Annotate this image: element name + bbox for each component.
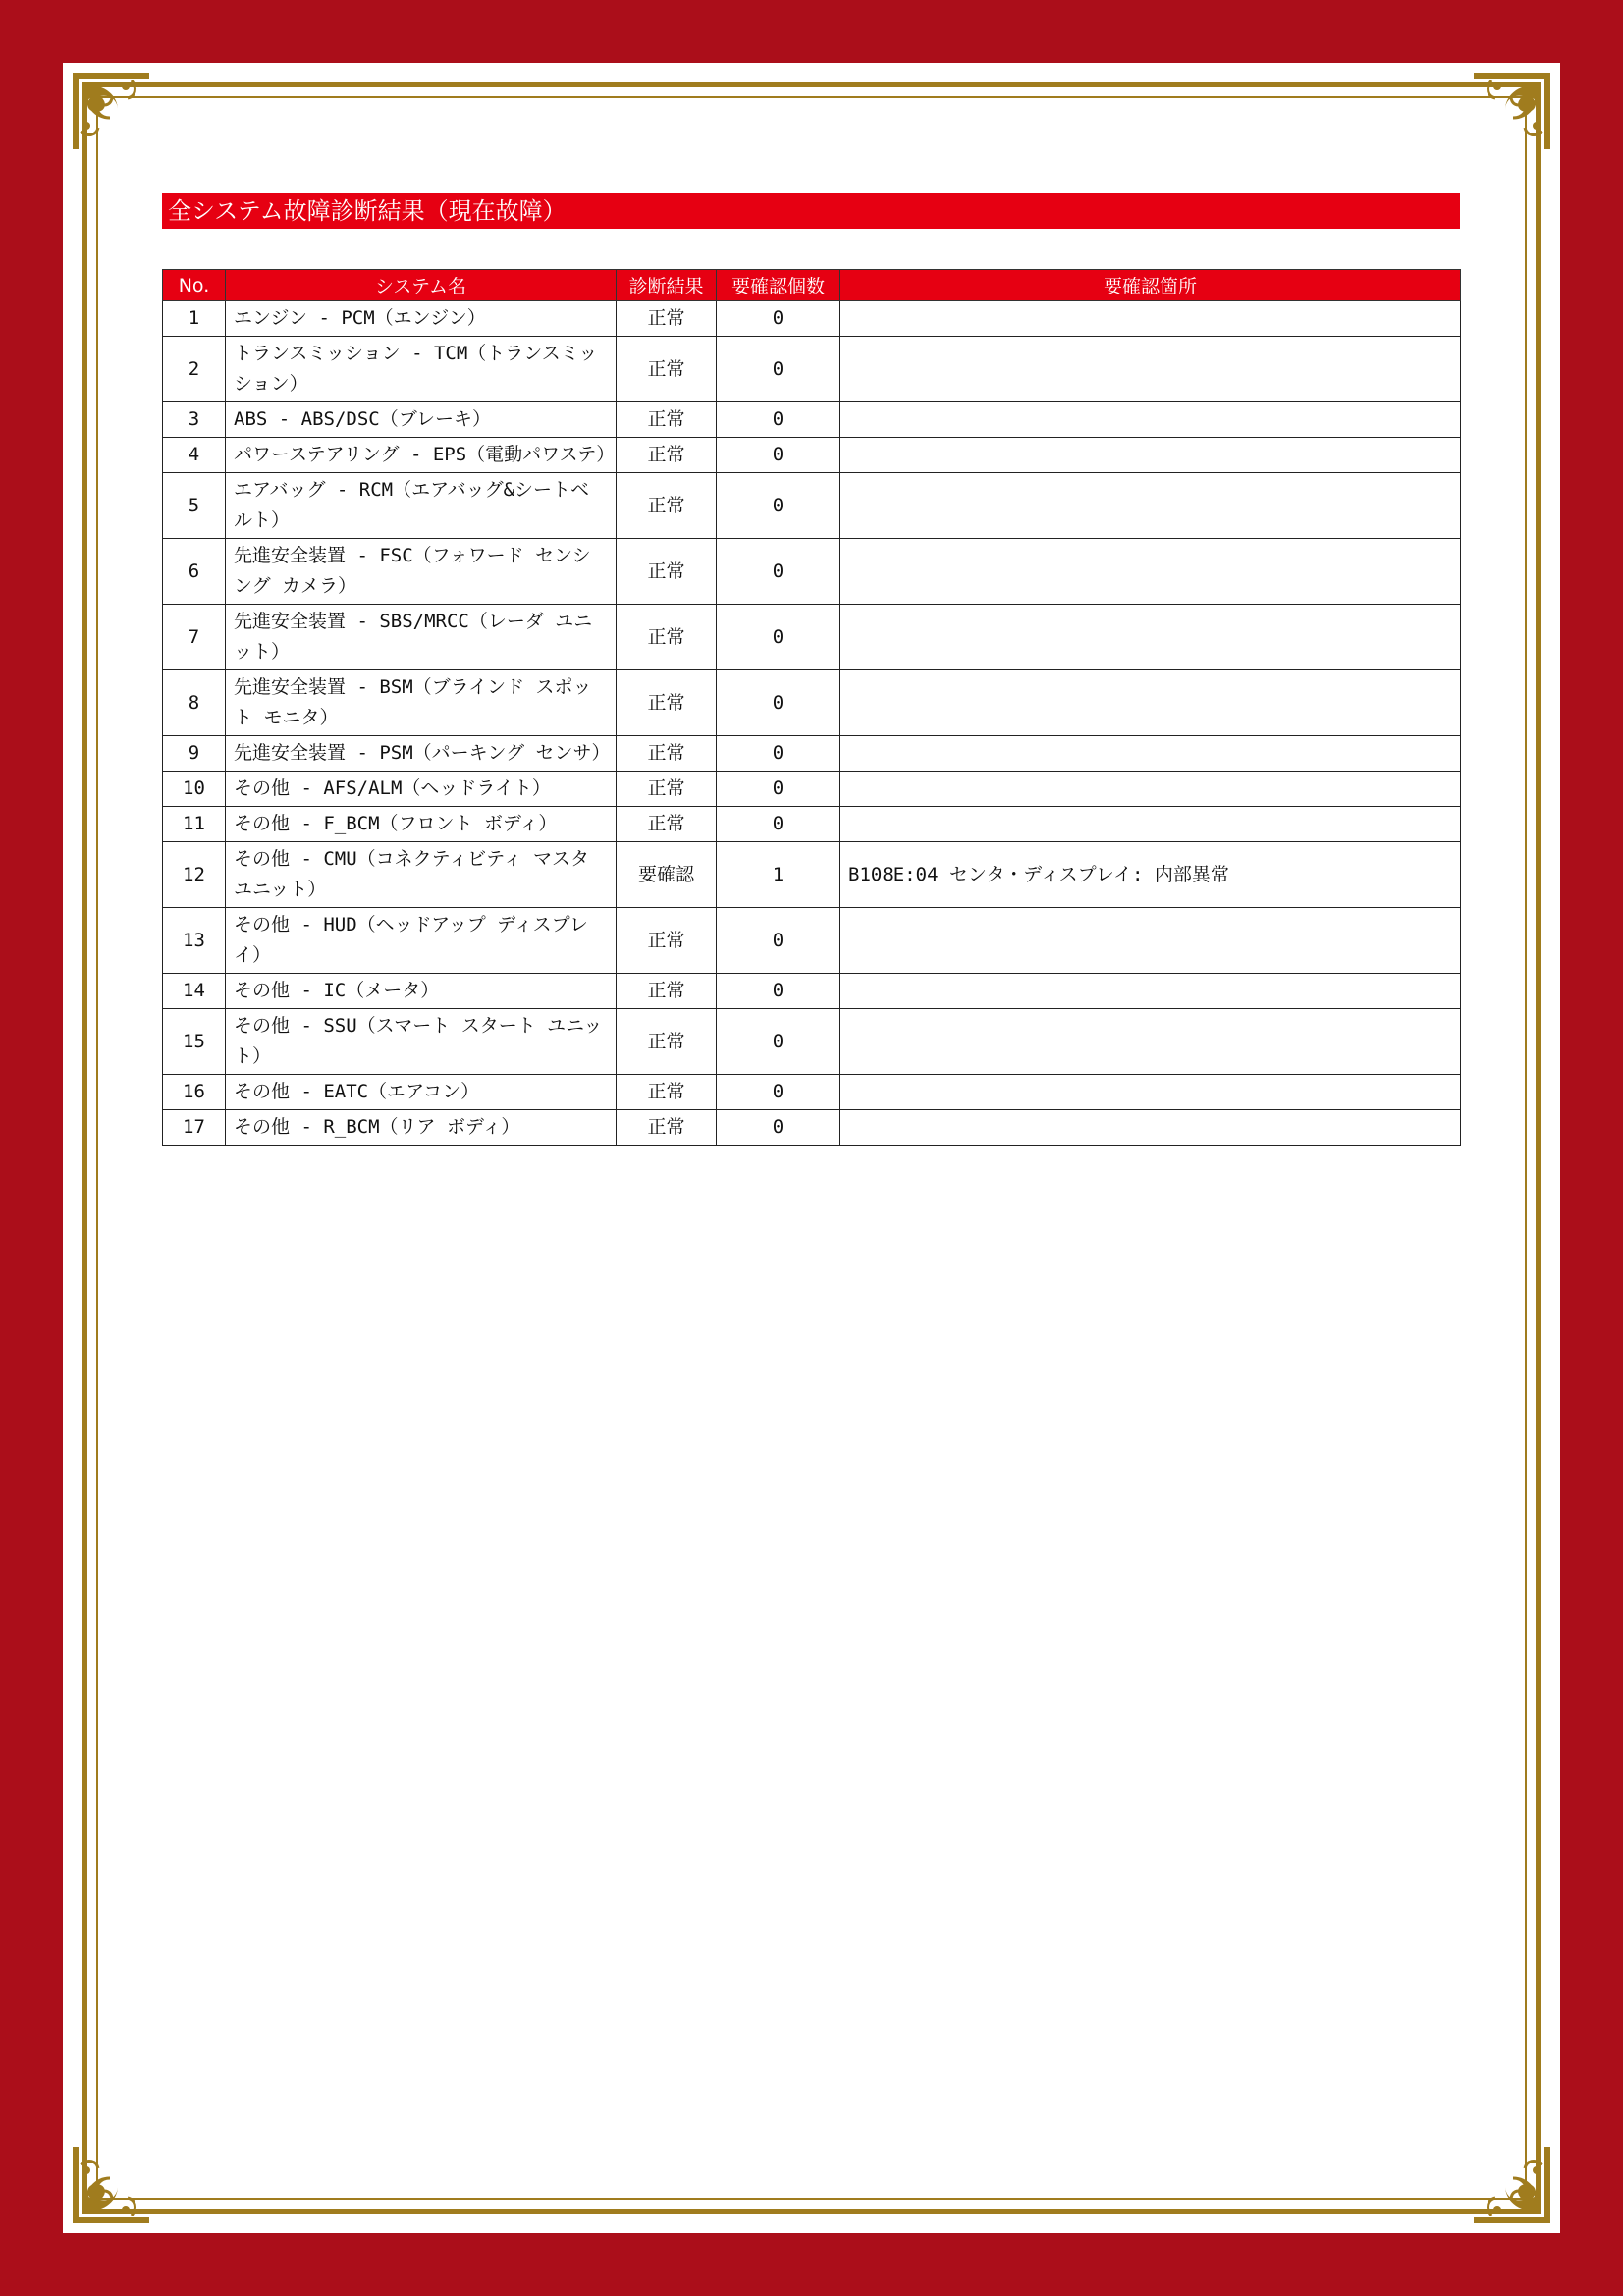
cell-check-count: 0 — [717, 402, 840, 438]
cell-check-count: 0 — [717, 1009, 840, 1075]
cell-system-name: ABS - ABS/DSC（ブレーキ） — [226, 402, 617, 438]
cell-check-location — [840, 605, 1461, 670]
cell-diagnosis-result: 正常 — [617, 1075, 717, 1110]
cell-no: 9 — [163, 736, 226, 772]
cell-system-name: 先進安全装置 - SBS/MRCC（レーダ ユニット） — [226, 605, 617, 670]
table-row — [163, 337, 1461, 402]
table-row — [163, 908, 1461, 974]
cell-system-name: その他 - F_BCM（フロント ボディ） — [226, 807, 617, 842]
cell-check-location — [840, 974, 1461, 1009]
cell-no: 3 — [163, 402, 226, 438]
cell-system-name: その他 - EATC（エアコン） — [226, 1075, 617, 1110]
column-header-result: 診断結果 — [617, 270, 717, 301]
cell-check-location — [840, 1075, 1461, 1110]
cell-check-count: 0 — [717, 807, 840, 842]
cell-system-name: 先進安全装置 - BSM（ブラインド スポット モニタ） — [226, 670, 617, 736]
cell-no: 4 — [163, 438, 226, 473]
table-row — [163, 402, 1461, 438]
cell-check-count: 0 — [717, 974, 840, 1009]
cell-diagnosis-result: 正常 — [617, 402, 717, 438]
cell-system-name: その他 - SSU（スマート スタート ユニット） — [226, 1009, 617, 1075]
cell-check-count: 0 — [717, 736, 840, 772]
cell-no: 1 — [163, 301, 226, 337]
cell-system-name: その他 - AFS/ALM（ヘッドライト） — [226, 772, 617, 807]
cell-diagnosis-result: 正常 — [617, 670, 717, 736]
cell-diagnosis-result: 正常 — [617, 438, 717, 473]
cell-diagnosis-result: 正常 — [617, 807, 717, 842]
table-row — [163, 473, 1461, 539]
cell-diagnosis-result: 正常 — [617, 772, 717, 807]
table-row — [163, 605, 1461, 670]
cell-diagnosis-result: 正常 — [617, 1009, 717, 1075]
cell-no: 13 — [163, 908, 226, 974]
cell-check-location — [840, 736, 1461, 772]
cell-system-name: エアバッグ - RCM（エアバッグ&シートベルト） — [226, 473, 617, 539]
table-row — [163, 1009, 1461, 1075]
table-row — [163, 301, 1461, 337]
cell-no: 14 — [163, 974, 226, 1009]
cell-system-name: その他 - R_BCM（リア ボディ） — [226, 1110, 617, 1146]
diagnosis-table — [162, 269, 1461, 1146]
cell-system-name: パワーステアリング - EPS（電動パワステ） — [226, 438, 617, 473]
column-header-system: システム名 — [226, 270, 617, 301]
column-header-count: 要確認個数 — [717, 270, 840, 301]
cell-check-count: 0 — [717, 337, 840, 402]
section-title: 全システム故障診断結果（現在故障） — [162, 193, 1460, 229]
cell-check-count: 0 — [717, 605, 840, 670]
cell-system-name: その他 - HUD（ヘッドアップ ディスプレイ） — [226, 908, 617, 974]
cell-check-location — [840, 807, 1461, 842]
cell-system-name: その他 - CMU（コネクティビティ マスタ ユニット） — [226, 842, 617, 908]
cell-check-location — [840, 1110, 1461, 1146]
cell-check-count: 0 — [717, 301, 840, 337]
table-row — [163, 974, 1461, 1009]
cell-check-location — [840, 772, 1461, 807]
corner-ornament-icon — [1468, 2141, 1556, 2229]
corner-ornament-icon — [1468, 67, 1556, 155]
cell-no: 8 — [163, 670, 226, 736]
cell-check-count: 0 — [717, 473, 840, 539]
cell-check-count: 0 — [717, 1075, 840, 1110]
cell-check-location — [840, 670, 1461, 736]
cell-diagnosis-result: 正常 — [617, 301, 717, 337]
cell-diagnosis-result: 正常 — [617, 736, 717, 772]
corner-ornament-icon — [67, 2141, 155, 2229]
cell-check-count: 0 — [717, 438, 840, 473]
table-body — [163, 301, 1461, 1146]
cell-diagnosis-result: 正常 — [617, 605, 717, 670]
cell-check-count: 0 — [717, 539, 840, 605]
table-row — [163, 539, 1461, 605]
column-header-location: 要確認箇所 — [840, 270, 1461, 301]
cell-diagnosis-result: 正常 — [617, 974, 717, 1009]
cell-check-location — [840, 908, 1461, 974]
cell-system-name: エンジン - PCM（エンジン） — [226, 301, 617, 337]
cell-check-count: 0 — [717, 772, 840, 807]
cell-diagnosis-result: 正常 — [617, 539, 717, 605]
cell-no: 6 — [163, 539, 226, 605]
cell-check-count: 1 — [717, 842, 840, 908]
cell-no: 5 — [163, 473, 226, 539]
cell-no: 11 — [163, 807, 226, 842]
cell-no: 7 — [163, 605, 226, 670]
cell-check-location — [840, 301, 1461, 337]
cell-check-location — [840, 402, 1461, 438]
cell-diagnosis-result: 正常 — [617, 1110, 717, 1146]
cell-check-location — [840, 438, 1461, 473]
cell-check-count: 0 — [717, 908, 840, 974]
cell-diagnosis-result: 正常 — [617, 473, 717, 539]
cell-check-location — [840, 337, 1461, 402]
cell-no: 17 — [163, 1110, 226, 1146]
table-row — [163, 1075, 1461, 1110]
table-row — [163, 736, 1461, 772]
table-row — [163, 670, 1461, 736]
cell-system-name: トランスミッション - TCM（トランスミッション） — [226, 337, 617, 402]
cell-system-name: 先進安全装置 - PSM（パーキング センサ） — [226, 736, 617, 772]
cell-diagnosis-result: 正常 — [617, 908, 717, 974]
cell-check-location — [840, 539, 1461, 605]
table-row — [163, 772, 1461, 807]
cell-check-location — [840, 1009, 1461, 1075]
cell-check-location: B108E:04 センタ・ディスプレイ: 内部異常 — [840, 842, 1461, 908]
table-row — [163, 807, 1461, 842]
table-row — [163, 1110, 1461, 1146]
table-header-row — [163, 270, 1461, 301]
cell-check-location — [840, 473, 1461, 539]
corner-ornament-icon — [67, 67, 155, 155]
cell-no: 15 — [163, 1009, 226, 1075]
table-row — [163, 438, 1461, 473]
cell-system-name: その他 - IC（メータ） — [226, 974, 617, 1009]
cell-no: 2 — [163, 337, 226, 402]
cell-diagnosis-result: 正常 — [617, 337, 717, 402]
cell-diagnosis-result: 要確認 — [617, 842, 717, 908]
column-header-no: No. — [163, 270, 226, 301]
table-row — [163, 842, 1461, 908]
cell-system-name: 先進安全装置 - FSC（フォワード センシング カメラ） — [226, 539, 617, 605]
cell-no: 10 — [163, 772, 226, 807]
cell-no: 16 — [163, 1075, 226, 1110]
cell-check-count: 0 — [717, 1110, 840, 1146]
cell-check-count: 0 — [717, 670, 840, 736]
cell-no: 12 — [163, 842, 226, 908]
